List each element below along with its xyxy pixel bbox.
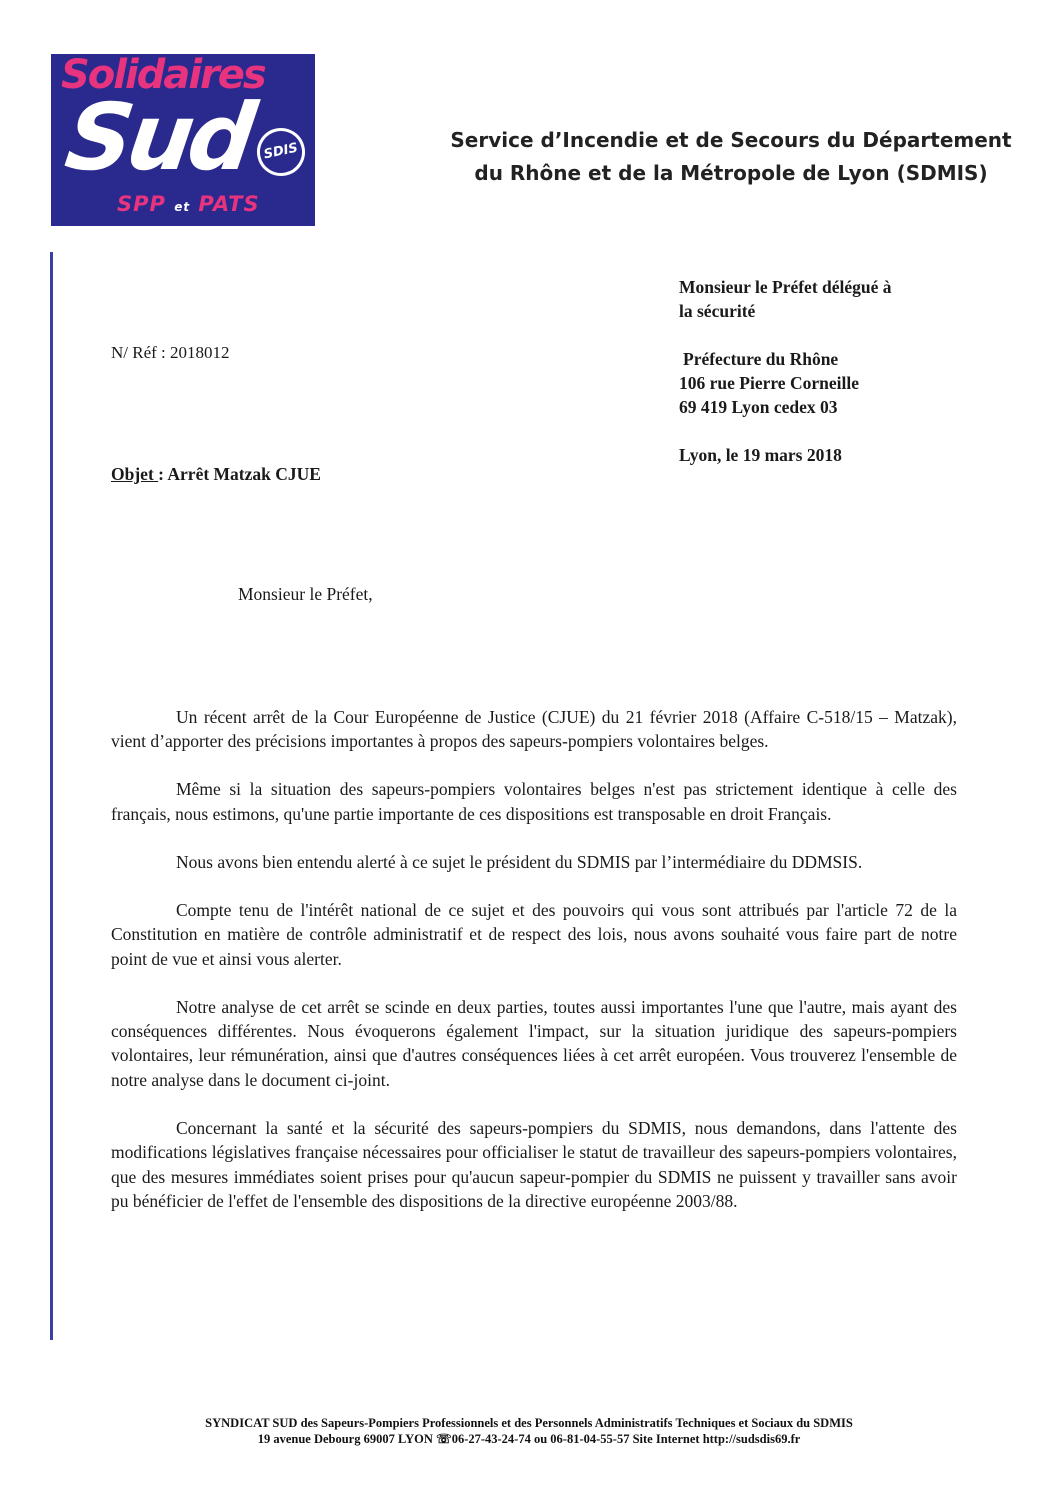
body-paragraph-2: Même si la situation des sapeurs-pompiers volontaires belges n'est pas strictement identique à celle des français, nous estimons, qu'une partie importante de ces dispositions est transposable en droit Français.: [111, 779, 957, 824]
recipient-line-1: Monsieur le Préfet délégué à: [679, 277, 892, 297]
logo-bottom-mid: et: [174, 200, 191, 214]
body-paragraph-3: Nous avons bien entendu alerté à ce sujet le président du SDMIS par l’intermédiaire du DDMSIS.: [176, 851, 863, 872]
recipient-line-4: 106 rue Pierre Corneille: [679, 373, 859, 393]
salutation: Monsieur le Préfet,: [238, 584, 373, 604]
subject-line: [111, 464, 321, 485]
recipient-block: [679, 275, 999, 467]
union-logo: [51, 54, 315, 226]
body-paragraph-1: Un récent arrêt de la Cour Européenne de Justice (CJUE) du 21 février 2018 (Affaire C-518/15 – Matzak), vient d’apporter des précisions importantes à propos des sapeurs-pompiers volontaires belges.: [111, 707, 957, 752]
recipient-spacer: [679, 323, 999, 347]
letterhead-line-2: du Rhône et de la Métropole de Lyon (SDMIS): [474, 161, 988, 185]
letter-body: [111, 705, 957, 1237]
logo-bottom-right: PATS: [198, 192, 260, 216]
logo-badge: SDIS: [253, 124, 310, 181]
logo-top-text: Solidaires: [61, 54, 265, 98]
recipient-spacer-2: [679, 419, 999, 443]
recipient-line-2: la sécurité: [679, 301, 756, 321]
letter-date: Lyon, le 19 mars 2018: [679, 445, 842, 465]
recipient-line-3: Préfecture du Rhône: [683, 349, 839, 369]
subject-label: Objet: [111, 464, 159, 484]
logo-main-text: Sud: [59, 84, 258, 191]
body-paragraph-5: Notre analyse de cet arrêt se scinde en deux parties, toutes aussi importantes l'une que l'autre, mais ayant des conséquences différentes. Nous évoquerons également l'impact, sur la situation juridique des sapeurs-pompiers volontaires, leur rémunération, ainsi que d'autres conséquences liées à cet arrêt européen. Vous trouverez l'ensemble de notre analyse dans le document ci-joint.: [111, 996, 957, 1090]
reference-number: N/ Réf : 2018012: [111, 343, 230, 362]
subject-text: : Arrêt Matzak CJUE: [158, 464, 321, 484]
page-footer: [0, 1415, 1058, 1447]
body-paragraph-6: Concernant la santé et la sécurité des sapeurs-pompiers du SDMIS, nous demandons, dans l'attente des modifications législatives française nécessaires pour officialiser le statut de travailleur des sapeurs-pompiers volontaires, que des mesures immédiates soient prises pour qu'aucun sapeur-pompier du SDMIS ne puissent y travailler sans avoir pu bénéficier de l'effet de l'ensemble des dispositions de la directive européenne 2003/88.: [111, 1117, 957, 1212]
recipient-line-5: 69 419 Lyon cedex 03: [679, 397, 838, 417]
body-paragraph-4: Compte tenu de l'intérêt national de ce sujet et des pouvoirs qui vous sont attribués par l'article 72 de la Constitution en matière de contrôle administratif et de respect des lois, nous avons souhaité vous faire part de notre point de vue et ainsi vous alerter.: [111, 899, 957, 969]
footer-line-2: 19 avenue Debourg 69007 LYON ☏06-27-43-24-74 ou 06-81-04-55-57 Site Internet http://sudsdis69.fr: [257, 1432, 801, 1446]
logo-bottom-text: [117, 192, 260, 216]
letterhead-title: [440, 124, 1022, 190]
logo-bottom-left: SPP: [117, 192, 166, 216]
margin-bar: [50, 252, 53, 1340]
footer-line-1: SYNDICAT SUD des Sapeurs-Pompiers Professionnels et des Personnels Administratifs Techniques et Sociaux du SDMIS: [205, 1416, 853, 1430]
letterhead-line-1: Service d’Incendie et de Secours du Département: [450, 128, 1012, 152]
